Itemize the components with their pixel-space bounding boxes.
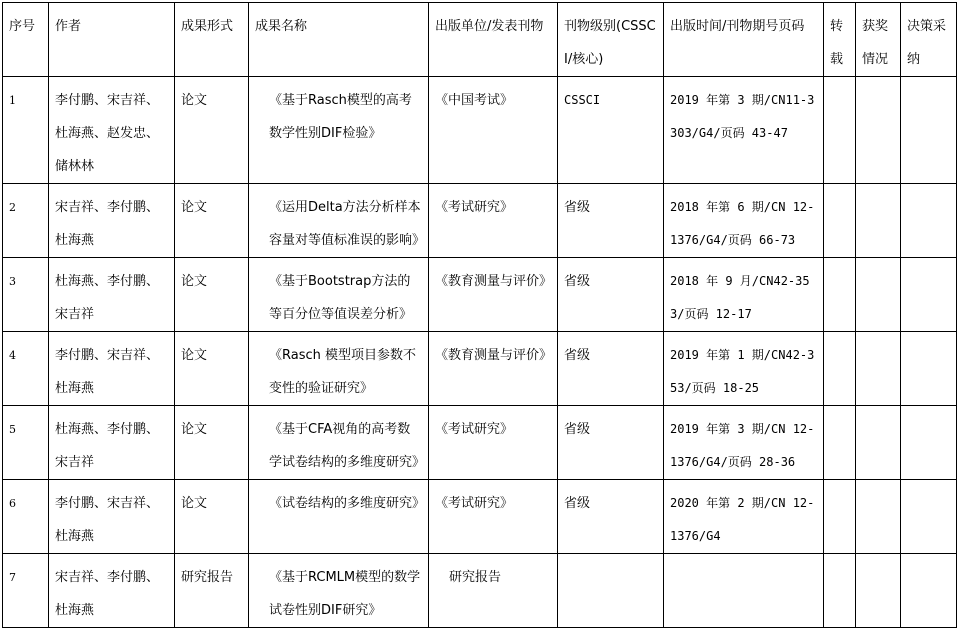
- row-title: 《基于Rasch模型的高考数学性别DIF检验》: [249, 77, 429, 184]
- header-row: [3, 3, 957, 77]
- table-row: [3, 554, 957, 628]
- row-adopt: [901, 554, 957, 628]
- header-author: 作者: [49, 3, 175, 77]
- row-form: 研究报告: [175, 554, 249, 628]
- row-title: 《基于CFA视角的高考数学试卷结构的多维度研究》: [249, 406, 429, 480]
- header-award: 获奖情况: [856, 3, 901, 77]
- row-award: [856, 184, 901, 258]
- row-no: 5: [3, 406, 49, 480]
- row-repost: [824, 554, 856, 628]
- row-date: 2020 年第 2 期/CN 12-1376/G4: [664, 480, 824, 554]
- row-level: 省级: [558, 332, 664, 406]
- row-no: 6: [3, 480, 49, 554]
- header-form: 成果形式: [175, 3, 249, 77]
- row-author: 李付鹏、宋吉祥、杜海燕、赵发忠、储林林: [49, 77, 175, 184]
- table-row: [3, 77, 957, 184]
- row-date: 2019 年第 1 期/CN42-353/页码 18-25: [664, 332, 824, 406]
- row-adopt: [901, 77, 957, 184]
- row-repost: [824, 184, 856, 258]
- row-form: 论文: [175, 332, 249, 406]
- row-author: 杜海燕、李付鹏、宋吉祥: [49, 406, 175, 480]
- header-adopt: 决策采纳: [901, 3, 957, 77]
- row-award: [856, 554, 901, 628]
- row-adopt: [901, 184, 957, 258]
- row-author: 李付鹏、宋吉祥、杜海燕: [49, 332, 175, 406]
- row-award: [856, 258, 901, 332]
- row-author: 杜海燕、李付鹏、宋吉祥: [49, 258, 175, 332]
- row-venue: 《教育测量与评价》: [429, 258, 558, 332]
- row-venue: 研究报告: [429, 554, 558, 628]
- header-date: 出版时间/刊物期号页码: [664, 3, 824, 77]
- row-award: [856, 406, 901, 480]
- table-row: [3, 332, 957, 406]
- row-repost: [824, 77, 856, 184]
- row-repost: [824, 406, 856, 480]
- row-title: 《基于RCMLM模型的数学试卷性别DIF研究》: [249, 554, 429, 628]
- row-venue: 《教育测量与评价》: [429, 332, 558, 406]
- row-venue: 《中国考试》: [429, 77, 558, 184]
- row-date: 2019 年第 3 期/CN11-3303/G4/页码 43-47: [664, 77, 824, 184]
- row-repost: [824, 258, 856, 332]
- row-author: 宋吉祥、李付鹏、杜海燕: [49, 554, 175, 628]
- row-venue: 《考试研究》: [429, 480, 558, 554]
- row-form: 论文: [175, 184, 249, 258]
- row-level: 省级: [558, 406, 664, 480]
- row-level: [558, 554, 664, 628]
- row-title: 《基于Bootstrap方法的等百分位等值误差分析》: [249, 258, 429, 332]
- row-no: 1: [3, 77, 49, 184]
- row-level: 省级: [558, 258, 664, 332]
- header-repost: 转载: [824, 3, 856, 77]
- header-level: 刊物级别(CSSCI/核心): [558, 3, 664, 77]
- row-no: 3: [3, 258, 49, 332]
- row-award: [856, 480, 901, 554]
- row-adopt: [901, 332, 957, 406]
- row-form: 论文: [175, 258, 249, 332]
- row-award: [856, 332, 901, 406]
- header-no: 序号: [3, 3, 49, 77]
- row-no: 7: [3, 554, 49, 628]
- header-venue: 出版单位/发表刊物: [429, 3, 558, 77]
- row-title: 《Rasch 模型项目参数不变性的验证研究》: [249, 332, 429, 406]
- table-row: [3, 406, 957, 480]
- row-adopt: [901, 258, 957, 332]
- row-form: 论文: [175, 406, 249, 480]
- header-title: 成果名称: [249, 3, 429, 77]
- row-date: 2018 年 9 月/CN42-353/页码 12-17: [664, 258, 824, 332]
- row-level: 省级: [558, 480, 664, 554]
- row-adopt: [901, 406, 957, 480]
- row-no: 2: [3, 184, 49, 258]
- row-form: 论文: [175, 480, 249, 554]
- table-row: [3, 258, 957, 332]
- row-level: 省级: [558, 184, 664, 258]
- row-date: [664, 554, 824, 628]
- row-date: 2018 年第 6 期/CN 12-1376/G4/页码 66-73: [664, 184, 824, 258]
- achievements-table: [2, 2, 957, 628]
- row-author: 李付鹏、宋吉祥、杜海燕: [49, 480, 175, 554]
- row-form: 论文: [175, 77, 249, 184]
- row-venue: 《考试研究》: [429, 406, 558, 480]
- row-date: 2019 年第 3 期/CN 12-1376/G4/页码 28-36: [664, 406, 824, 480]
- row-adopt: [901, 480, 957, 554]
- row-level: CSSCI: [558, 77, 664, 184]
- row-repost: [824, 480, 856, 554]
- row-venue: 《考试研究》: [429, 184, 558, 258]
- row-author: 宋吉祥、李付鹏、杜海燕: [49, 184, 175, 258]
- table-row: [3, 480, 957, 554]
- row-title: 《运用Delta方法分析样本容量对等值标准误的影响》: [249, 184, 429, 258]
- table-row: [3, 184, 957, 258]
- row-no: 4: [3, 332, 49, 406]
- row-award: [856, 77, 901, 184]
- row-repost: [824, 332, 856, 406]
- row-title: 《试卷结构的多维度研究》: [249, 480, 429, 554]
